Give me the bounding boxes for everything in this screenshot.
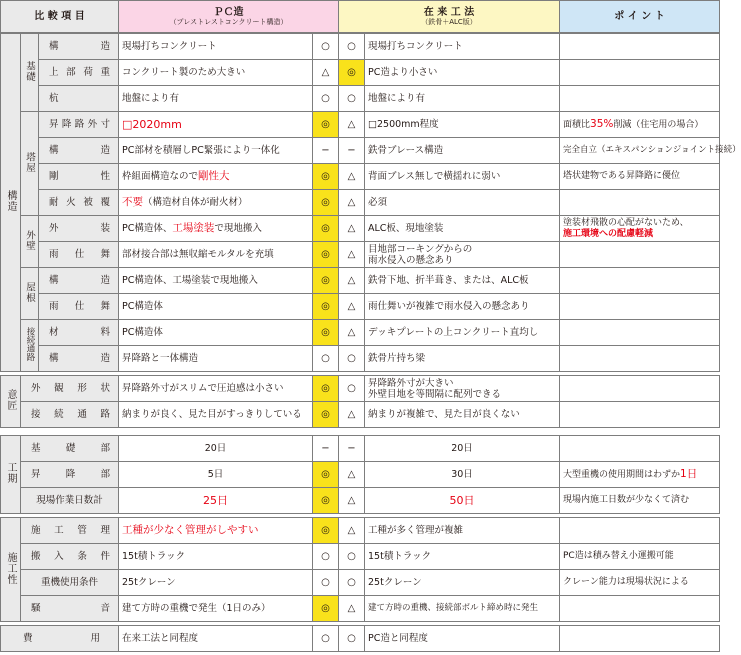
existing-cell: 50日: [365, 488, 560, 514]
existing-mark: △: [339, 462, 365, 488]
point-cell: [560, 242, 720, 268]
row-item: 搬入条件: [21, 544, 119, 570]
pc-mark: ◎: [313, 488, 339, 514]
subgroup-tower: 塔屋: [21, 112, 39, 216]
header-existing: [339, 1, 560, 33]
existing-cell: 建て方時の重機、接続部ボルト締め時に発生: [365, 596, 560, 622]
existing-cell: 鉄骨片持ち梁: [365, 346, 560, 372]
pc-mark: ○: [313, 544, 339, 570]
row-item: 重機使用条件: [21, 570, 119, 596]
existing-mark: −: [339, 138, 365, 164]
existing-cell: 地盤により有: [365, 86, 560, 112]
point-cell: 塔状建物である昇降路に優位: [560, 164, 720, 190]
existing-cell: 現場打ちコンクリート: [365, 34, 560, 60]
pc-mark: ◎: [313, 402, 339, 428]
existing-mark: △: [339, 320, 365, 346]
existing-cell: PC造より小さい: [365, 60, 560, 86]
existing-mark: △: [339, 488, 365, 514]
pc-cell: 部材接合部は無収縮モルタルを充填: [119, 242, 313, 268]
row-item: 現場作業日数計: [21, 488, 119, 514]
row-item: 接続通路: [21, 402, 119, 428]
pc-cell: 枠組面構造なので剛性大: [119, 164, 313, 190]
header-pc-sub: （プレストレストコンクリート構造）: [169, 18, 288, 26]
pc-cell: □2020mm: [119, 112, 313, 138]
point-cell: 塗装材飛散の心配がないため、 施工環境への配慮軽減: [560, 216, 720, 242]
pc-mark: ◎: [313, 242, 339, 268]
pc-mark: ○: [313, 34, 339, 60]
section-cost: [0, 625, 720, 652]
subgroup-connecting-passage: 接続通路: [21, 320, 39, 372]
pc-mark: ◎: [313, 518, 339, 544]
pc-cell: 25tクレーン: [119, 570, 313, 596]
pc-mark: ○: [313, 346, 339, 372]
pc-mark: −: [313, 138, 339, 164]
point-cell: [560, 402, 720, 428]
existing-cell: 雨仕舞いが複雑で雨水侵入の懸念あり: [365, 294, 560, 320]
point-cell: 現場内施工日数が少なくて済む: [560, 488, 720, 514]
row-item: 基礎部: [21, 436, 119, 462]
point-cell: [560, 294, 720, 320]
row-item: 外観形状: [21, 376, 119, 402]
pc-cell: 地盤により有: [119, 86, 313, 112]
pc-mark: ◎: [313, 112, 339, 138]
existing-cell: 20日: [365, 436, 560, 462]
group-design: 意匠: [1, 376, 21, 428]
pc-mark: ◎: [313, 190, 339, 216]
pc-cell: 25日: [119, 488, 313, 514]
existing-mark: △: [339, 294, 365, 320]
row-item: 雨仕舞: [39, 242, 119, 268]
existing-cell: 納まりが複雑で、見た目が良くない: [365, 402, 560, 428]
pc-cell: 工種が少なく管理がしやすい: [119, 518, 313, 544]
pc-cell: PC構造体: [119, 294, 313, 320]
existing-mark: ◎: [339, 60, 365, 86]
point-cell: 大型重機の使用期間はわずか1日: [560, 462, 720, 488]
existing-cell: デッキプレートの上コンクリート直均し: [365, 320, 560, 346]
existing-mark: △: [339, 268, 365, 294]
row-item: 構造: [39, 346, 119, 372]
section-workability: [0, 517, 720, 622]
pc-mark: ○: [313, 86, 339, 112]
pc-mark: ○: [313, 626, 339, 652]
pc-mark: ◎: [313, 320, 339, 346]
row-item: 耐火被覆: [39, 190, 119, 216]
pc-cell: 昇降路外寸がスリムで圧迫感は小さい: [119, 376, 313, 402]
point-cell: [560, 518, 720, 544]
existing-mark: △: [339, 190, 365, 216]
row-item: 杭: [39, 86, 119, 112]
existing-mark: △: [339, 596, 365, 622]
point-cell: [560, 436, 720, 462]
existing-mark: ○: [339, 544, 365, 570]
existing-cell: 30日: [365, 462, 560, 488]
point-cell: [560, 268, 720, 294]
section-schedule: [0, 435, 720, 514]
point-cell: [560, 376, 720, 402]
subgroup-foundation: 基礎: [21, 34, 39, 112]
pc-mark: ◎: [313, 596, 339, 622]
existing-cell: ALC板、現地塗装: [365, 216, 560, 242]
point-cell: [560, 320, 720, 346]
existing-mark: −: [339, 436, 365, 462]
point-cell: [560, 346, 720, 372]
existing-mark: ○: [339, 346, 365, 372]
pc-cell: PC構造体: [119, 320, 313, 346]
point-cell: PC造は積み替え小運搬可能: [560, 544, 720, 570]
pc-mark: −: [313, 436, 339, 462]
existing-mark: △: [339, 164, 365, 190]
pc-cell: 20日: [119, 436, 313, 462]
pc-cell: 納まりが良く、見た目がすっきりしている: [119, 402, 313, 428]
row-item: 剛性: [39, 164, 119, 190]
pc-mark: ◎: [313, 164, 339, 190]
point-cell: クレーン能力は現場状況による: [560, 570, 720, 596]
pc-mark: △: [313, 60, 339, 86]
existing-cell: PC造と同程度: [365, 626, 560, 652]
pc-cell: 不要（構造材自体が耐火材）: [119, 190, 313, 216]
existing-cell: 背面ブレス無しで横揺れに弱い: [365, 164, 560, 190]
row-item: 構造: [39, 34, 119, 60]
existing-mark: ○: [339, 86, 365, 112]
subgroup-exterior-wall: 外壁: [21, 216, 39, 268]
point-cell: 面積比35%削減（住宅用の場合）: [560, 112, 720, 138]
row-item: 外装: [39, 216, 119, 242]
pc-cell: PC構造体、工場塗装で現地搬入: [119, 216, 313, 242]
row-item: 昇降路外寸: [39, 112, 119, 138]
header-existing-title: 在 来 工 法: [423, 7, 475, 18]
pc-cell: 5日: [119, 462, 313, 488]
existing-cell: 昇降路外寸が大きい 外壁目地を等間隔に配列できる: [365, 376, 560, 402]
existing-mark: △: [339, 112, 365, 138]
existing-cell: 必須: [365, 190, 560, 216]
existing-mark: △: [339, 518, 365, 544]
section-structure: [0, 33, 741, 372]
existing-mark: ○: [339, 626, 365, 652]
point-cell: [560, 626, 720, 652]
pc-mark: ○: [313, 570, 339, 596]
group-structure: 構造: [1, 34, 21, 372]
point-cell: [560, 60, 720, 86]
existing-mark: △: [339, 216, 365, 242]
pc-mark: ◎: [313, 216, 339, 242]
row-item: 雨仕舞: [39, 294, 119, 320]
group-workability: 施工性: [1, 518, 21, 622]
row-item: 施工管理: [21, 518, 119, 544]
existing-mark: △: [339, 402, 365, 428]
pc-cell: 15t積トラック: [119, 544, 313, 570]
group-schedule: 工期: [1, 436, 21, 514]
pc-cell: 建て方時の重機で発生（1日のみ）: [119, 596, 313, 622]
pc-mark: ◎: [313, 376, 339, 402]
existing-cell: 目地部コーキングからの 雨水侵入の懸念あり: [365, 242, 560, 268]
existing-cell: 25tクレーン: [365, 570, 560, 596]
existing-cell: 鉄骨下地、折半葺き、または、ALC板: [365, 268, 560, 294]
existing-mark: ○: [339, 376, 365, 402]
pc-cell: コンクリート製のため大きい: [119, 60, 313, 86]
point-cell: [560, 34, 720, 60]
row-item: 上部荷重: [39, 60, 119, 86]
header-category: 比 較 項 目: [1, 1, 119, 33]
existing-mark: △: [339, 242, 365, 268]
row-item: 昇降部: [21, 462, 119, 488]
point-cell: [560, 86, 720, 112]
row-item: 材料: [39, 320, 119, 346]
pc-cell: 昇降路と一体構造: [119, 346, 313, 372]
row-item: 構造: [39, 138, 119, 164]
header-pc-title: ＰＣ造: [213, 7, 244, 18]
pc-mark: ◎: [313, 462, 339, 488]
point-cell: [560, 190, 720, 216]
header-point: ポ イ ン ト: [560, 1, 720, 33]
pc-cell: PC部材を積層しPC緊張により一体化: [119, 138, 313, 164]
header-pc: [119, 1, 339, 33]
existing-cell: 工種が多く管理が複雑: [365, 518, 560, 544]
pc-mark: ◎: [313, 268, 339, 294]
row-item: 騒音: [21, 596, 119, 622]
row-item: 構造: [39, 268, 119, 294]
existing-cell: 15t積トラック: [365, 544, 560, 570]
header-table: [0, 0, 720, 33]
pc-mark: ◎: [313, 294, 339, 320]
existing-cell: □2500mm程度: [365, 112, 560, 138]
header-existing-sub: （鉄骨＋ALC版）: [421, 18, 477, 26]
point-cell: [560, 596, 720, 622]
pc-cell: 現場打ちコンクリート: [119, 34, 313, 60]
existing-mark: ○: [339, 570, 365, 596]
point-cell: 完全自立（エキスパンションジョイント接続）: [560, 138, 720, 164]
section-design: [0, 375, 720, 428]
pc-cell: PC構造体、工場塗装で現地搬入: [119, 268, 313, 294]
row-item: 費用: [1, 626, 119, 652]
pc-cell: 在来工法と同程度: [119, 626, 313, 652]
existing-cell: 鉄骨ブレース構造: [365, 138, 560, 164]
existing-mark: ○: [339, 34, 365, 60]
subgroup-roof: 屋根: [21, 268, 39, 320]
